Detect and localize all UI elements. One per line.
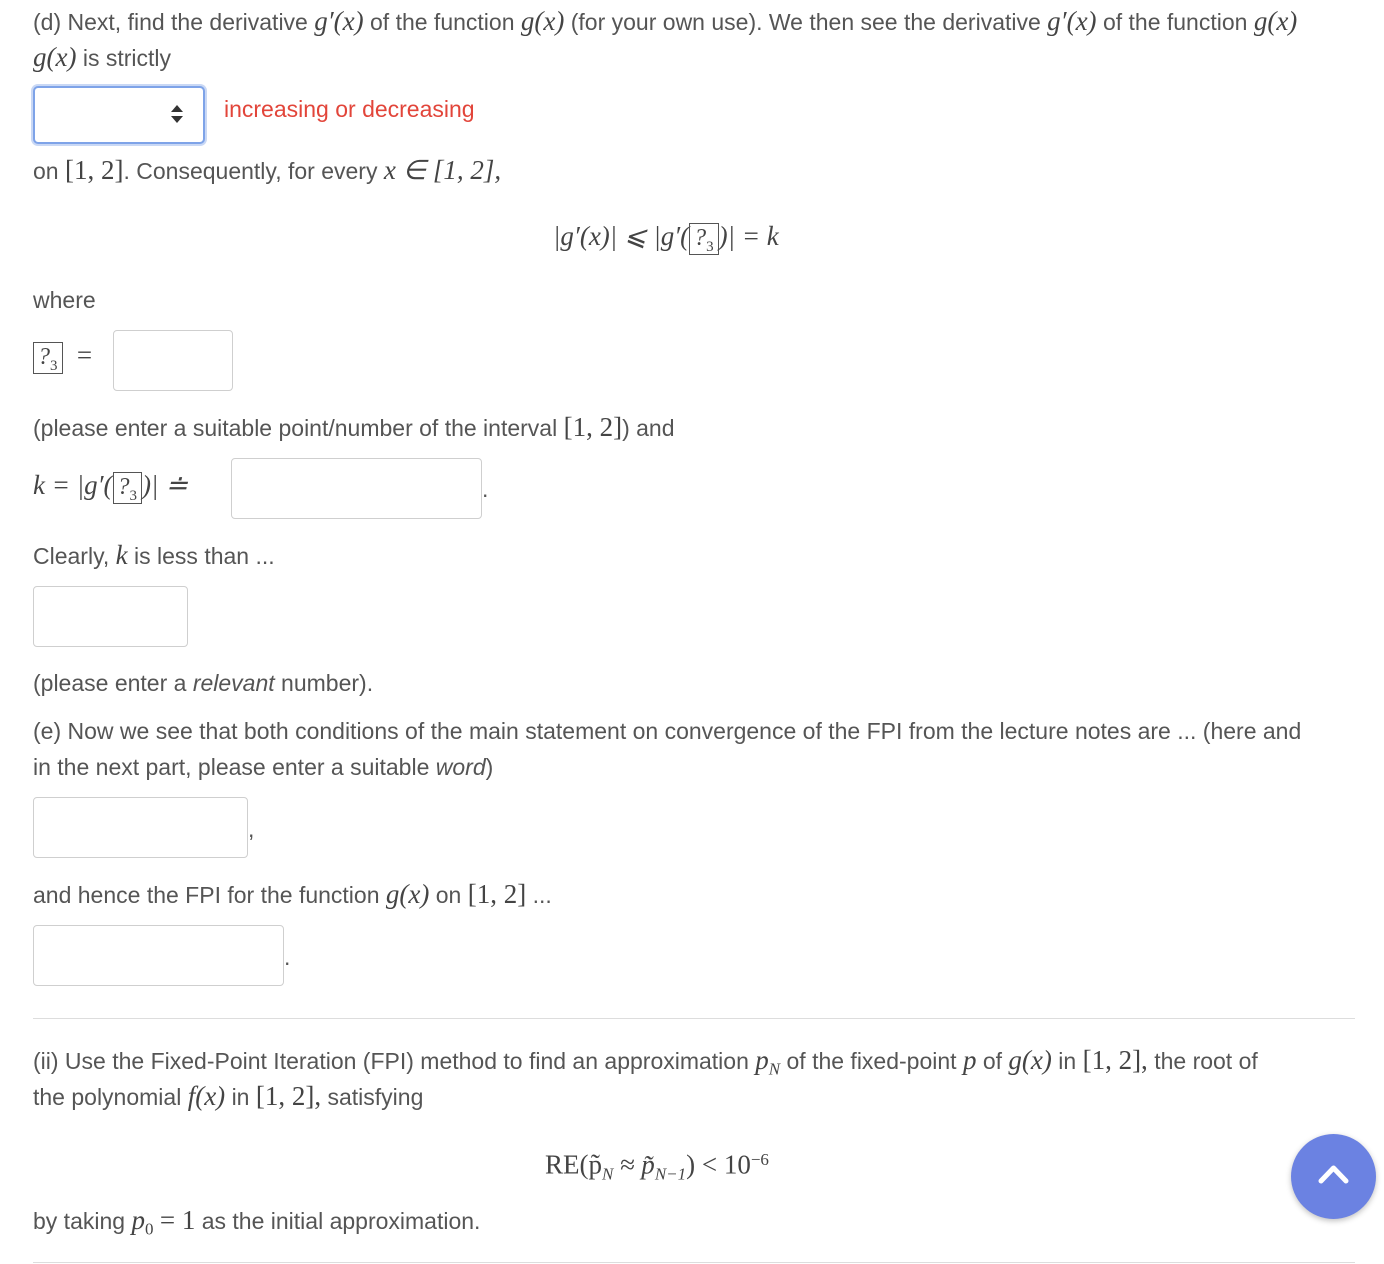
part-e-text: (e) Now we see that both conditions of the main statement on convergence of the FPI from the lecture notes are ... (here and xyxy=(33,718,1302,744)
conditions-input[interactable] xyxy=(33,797,248,858)
part-ii-text: (ii) Use the Fixed-Point Iteration (FPI) method to find an approximation $p_N$ of the fixed-point p of g(x) in [1, 2], the root of xyxy=(33,1045,1258,1079)
placeholder-box: $?_3$ xyxy=(689,223,719,255)
period: . xyxy=(284,944,291,970)
comma: , xyxy=(248,816,255,842)
placeholder-box: $?_3$ xyxy=(33,342,63,374)
q3-input[interactable] xyxy=(113,330,233,391)
fpi-input[interactable] xyxy=(33,925,284,986)
period: . xyxy=(482,476,489,502)
k-input[interactable] xyxy=(231,458,482,519)
inequality-display: |g′(x)| ⩽ |g′( $?_3$ )| = k xyxy=(553,221,779,255)
initial-approx-line: by taking $p_0 = 1$ as the initial approximation. xyxy=(33,1205,481,1239)
relevant-note: (please enter a relevant number). xyxy=(33,670,374,696)
part-d-intro-cont: g(x) is strictly xyxy=(33,42,172,72)
clearly-line: Clearly, k is less than ... xyxy=(33,540,275,570)
placeholder-box: $?_3$ xyxy=(113,472,143,504)
consequently-line: on [1, 2]. Consequently, for every x ∈ [1, 2], xyxy=(33,155,502,185)
part-d-intro: (d) Next, find the derivative g′(x) of the function g(x) (for your own use). We then see the derivative g′(x) of the function g(x) xyxy=(33,6,1298,36)
divider xyxy=(33,1018,1355,1019)
select-arrows-icon xyxy=(170,104,184,124)
re-condition: $RE(p̃_N$ ≈ $p̃_{N-1}) < 10^{-6}$ xyxy=(545,1149,769,1184)
less-than-input[interactable] xyxy=(33,586,188,647)
select-hint: increasing or decreasing xyxy=(224,96,475,122)
k-equation: k = |g′( $?_3$ )| ≐ xyxy=(33,470,188,504)
hence-line: and hence the FPI for the function g(x) on [1, 2] ... xyxy=(33,879,552,909)
part-e-text-cont: in the next part, please enter a suitable word) xyxy=(33,754,494,780)
where-label: where xyxy=(33,287,96,313)
scroll-top-button[interactable] xyxy=(1291,1134,1376,1219)
divider xyxy=(33,1262,1355,1263)
chevron-up-icon xyxy=(1318,1164,1349,1184)
interval-note: (please enter a suitable point/number of the interval [1, 2]) and xyxy=(33,412,675,442)
part-ii-text-cont: the polynomial f(x) in [1, 2], satisfying xyxy=(33,1081,424,1111)
q3-equation: $?_3$ = xyxy=(33,340,92,374)
monotonic-select[interactable] xyxy=(33,86,205,144)
